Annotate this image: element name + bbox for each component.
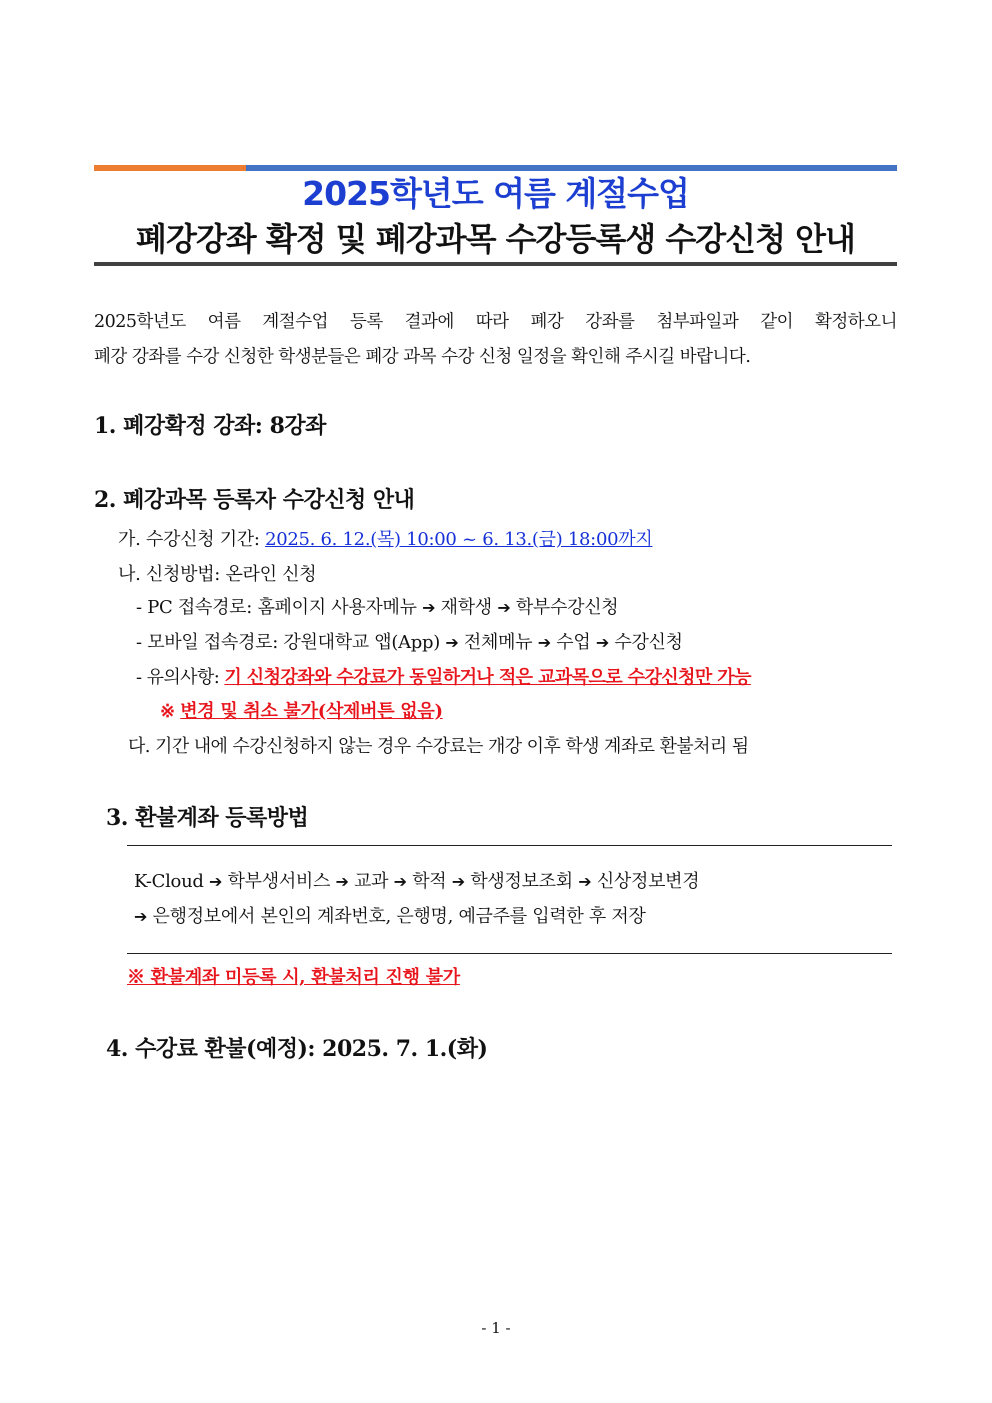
right-arrow-icon: ➔ bbox=[134, 907, 148, 926]
title-top-bar bbox=[94, 165, 897, 171]
note-value: 기 신청강좌와 수강료가 동일하거나 적은 교과목으로 수강신청만 가능 bbox=[224, 667, 751, 688]
intro-line2: 폐강 강좌를 수강 신청한 학생분들은 폐강 과목 수강 신청 일정을 확인해 주시길 바랍니다. bbox=[94, 347, 751, 367]
period-label: 가. 수강신청 기간: bbox=[118, 529, 266, 550]
method-line: 나. 신청방법: 온라인 신청 bbox=[118, 564, 317, 585]
section2-heading: 2. 폐강과목 등록자 수강신청 안내 bbox=[94, 487, 415, 513]
right-arrow-icon: ➔ bbox=[537, 633, 551, 652]
warn-line bbox=[160, 700, 443, 724]
doc-title-line1: 2025학년도 여름 계절수업 bbox=[302, 174, 689, 213]
section3-heading: 3. 환불계좌 등록방법 bbox=[106, 805, 309, 831]
kcloud-path-step: 학부생서비스 bbox=[227, 871, 331, 892]
mobile-path-prefix: - 모바일 접속경로: 강원대학교 앱(App) bbox=[136, 632, 440, 653]
page-number: - 1 - bbox=[481, 1319, 511, 1337]
mobile-path-step: 전체메뉴 bbox=[463, 632, 533, 653]
kcloud-path-step: 교과 bbox=[354, 871, 389, 892]
right-arrow-icon: ➔ bbox=[497, 598, 511, 617]
doc-title-line2: 폐강강좌 확정 및 폐강과목 수강등록생 수강신청 안내 bbox=[136, 220, 855, 258]
right-arrow-icon: ➔ bbox=[393, 872, 407, 891]
right-arrow-icon: ➔ bbox=[422, 598, 436, 617]
kcloud-path-step: 신상정보변경 bbox=[596, 871, 700, 892]
kcloud-path-final: 은행정보에서 본인의 계좌번호, 은행명, 예금주를 입력한 후 저장 bbox=[152, 906, 646, 927]
refund-account-warning-text: ※ 환불계좌 미등록 시, 환불처리 진행 불가 bbox=[127, 967, 460, 988]
kcloud-path-step: 학적 bbox=[412, 871, 447, 892]
refund-account-warning bbox=[127, 966, 460, 990]
mobile-path-step: 수강신청 bbox=[614, 632, 683, 653]
refund-notice-line: 다. 기간 내에 수강신청하지 않는 경우 수강료는 개강 이후 학생 계좌로 환불처리 됨 bbox=[128, 736, 749, 757]
right-arrow-icon: ➔ bbox=[209, 872, 223, 891]
pc-path-step: 재학생 bbox=[440, 597, 492, 618]
section4-heading: 4. 수강료 환불(예정): 2025. 7. 1.(화) bbox=[106, 1036, 488, 1062]
pc-path-step: 학부수강신청 bbox=[515, 597, 619, 618]
title-bar-orange bbox=[94, 165, 246, 171]
reference-mark: ※ bbox=[160, 701, 175, 722]
kcloud-path-line bbox=[134, 870, 699, 894]
right-arrow-icon: ➔ bbox=[578, 872, 592, 891]
kcloud-path-step: 학생정보조회 bbox=[470, 871, 573, 892]
section3-top-rule bbox=[127, 845, 892, 846]
section3-bottom-rule bbox=[127, 953, 892, 954]
period-line bbox=[118, 528, 652, 552]
section1-heading: 1. 폐강확정 강좌: 8강좌 bbox=[94, 413, 326, 439]
right-arrow-icon: ➔ bbox=[451, 872, 465, 891]
note-line bbox=[136, 666, 751, 690]
pc-path-prefix: - PC 접속경로: 홈페이지 사용자메뉴 bbox=[136, 597, 417, 618]
kcloud-path-line2 bbox=[134, 905, 646, 929]
pc-path-line bbox=[136, 596, 618, 620]
right-arrow-icon: ➔ bbox=[595, 633, 609, 652]
right-arrow-icon: ➔ bbox=[335, 872, 349, 891]
note-label: - 유의사항: bbox=[136, 667, 225, 688]
warn-text: 변경 및 취소 불가(삭제버튼 없음) bbox=[180, 701, 443, 722]
title-bar-blue bbox=[246, 165, 897, 171]
title-bottom-bar bbox=[94, 262, 897, 266]
mobile-path-step: 수업 bbox=[556, 632, 591, 653]
right-arrow-icon: ➔ bbox=[445, 633, 459, 652]
intro-line1: 2025학년도 여름 계절수업 등록 결과에 따라 폐강 강좌를 첨부파일과 같이 확정하오니 bbox=[94, 312, 897, 332]
period-value: 2025. 6. 12.(목) 10:00 ~ 6. 13.(금) 18:00까지 bbox=[265, 529, 653, 550]
mobile-path-line bbox=[136, 631, 683, 655]
kcloud-path-step: K-Cloud bbox=[134, 871, 204, 892]
